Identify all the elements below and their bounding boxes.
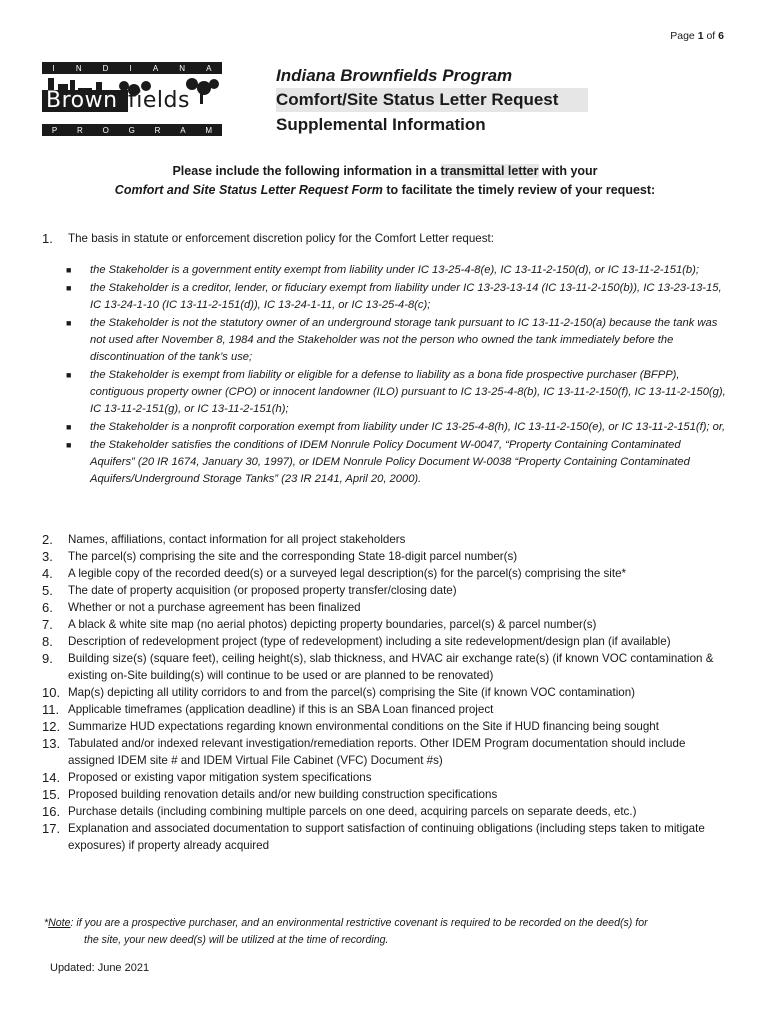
list-item: 9. Building size(s) (square feet), ceiling height(s), slab thickness, and HVAC air exchange rate(s) (if known VOC contamination & existing on-Site building(s) will continue to be used or are planned to be renovated) (42, 651, 714, 682)
intro-paragraph: Please include the following information in a transmittal letter with your Comfort and Site Status Letter Request Form to facilitate the timely review of your request: (114, 164, 656, 197)
list-item: ■ the Stakeholder is a creditor, lender, or fiduciary exempt from liability under IC 13-23-13-14 (IC 13-11-2-150(b)), IC 13-23-13-15, IC 13-24-1-10 (IC 13-11-2-151(d)), IC 13-24-1-11, or IC 13-25-4-8(c); (66, 282, 722, 311)
list-item: 16. Purchase details (including combining multiple parcels on one deed, acquiring parcels on separate deeds, etc.) (42, 804, 637, 819)
list-item: 5. The date of property acquisition (or proposed property transfer/closing date) (42, 583, 457, 598)
transmittal-letter-highlight: transmittal letter (440, 164, 539, 178)
logo-top-band: I N D I A N A (42, 62, 222, 74)
list-item: 2. Names, affiliations, contact information for all project stakeholders (42, 532, 406, 547)
logo-bottom-band: P R O G R A M (42, 124, 222, 136)
logo-word-fields: fields (128, 88, 190, 113)
form-title: Comfort/Site Status Letter Request (276, 88, 588, 112)
list-item: 7. A black & white site map (no aerial photos) depicting property boundaries, parcel(s) & parcel number(s) (42, 617, 597, 632)
page-number: Page 1 of 6 (670, 30, 724, 42)
form-subtitle: Supplemental Information (276, 115, 486, 134)
requirement-item-1: 1. The basis in statute or enforcement discretion policy for the Comfort Letter request: (42, 231, 494, 246)
list-item: 10. Map(s) depicting all utility corridors to and from the parcel(s) comprising the Site (if known VOC contamination) (42, 685, 636, 700)
footnote: *Note: if you are a prospective purchaser, and an environmental restrictive covenant is required to be recorded on the deed(s) for the site, your new deed(s) will be utilized at the time of recording. (44, 917, 648, 946)
list-item: ■ the Stakeholder is not the statutory owner of an underground storage tank pursuant to IC 13-11-2-150(a) because the tank was not used after November 8, 1984 and the Stakeholder was not the person who owned the tank immediately before the discontinuation of the tank’s use; (66, 317, 718, 363)
basis-bullet-list (66, 262, 726, 489)
list-item: ■ the Stakeholder is exempt from liability or eligible for a defense to liability as a bona fide prospective purchaser (BFPP), contiguous property owner (CPO) or innocent landowner (ILO) pursuant to IC 13-25-4-8(b), IC 13-11-2-150(f), IC 13-11-2-150(g), IC 13-11-2-151(g), or IC 13-11-2-151(h); (66, 369, 726, 415)
updated-date: Updated: June 2021 (50, 962, 150, 974)
document-header (276, 64, 596, 138)
logo-word-brown: Brown (42, 90, 128, 112)
list-item: 6. Whether or not a purchase agreement has been finalized (42, 600, 361, 615)
list-item: ■ the Stakeholder satisfies the conditions of IDEM Nonrule Policy Document W-0047, “Property Containing Contaminated Aquifers” (20 IR 1674, January 30, 1997), or IDEM Nonrule Policy Document W-0038 “Property Containing Contaminated Aquifers/Underground Storage Tanks” (23 IR 2141, April 20, 2000). (66, 439, 690, 485)
list-item: 15. Proposed building renovation details and/or new building construction specifications (42, 787, 498, 802)
list-item: ■ the Stakeholder is a nonprofit corporation exempt from liability under IC 13-25-4-8(h), IC 13-11-2-150(e), or IC 13-11-2-151(f); or, (66, 421, 726, 433)
program-title: Indiana Brownfields Program (276, 66, 513, 85)
list-item: 12. Summarize HUD expectations regarding known environmental conditions on the Site if HUD financing being sought (42, 719, 659, 734)
list-item: 13. Tabulated and/or indexed relevant investigation/remediation reports. Other IDEM Program documentation should include assigned IDEM site # and IDEM Virtual File Cabinet (VFC) Document #s) (42, 736, 686, 767)
list-item: 3. The parcel(s) comprising the site and the corresponding State 18-digit parcel number(s) (42, 549, 518, 564)
list-item: ■ the Stakeholder is a government entity exempt from liability under IC 13-25-4-8(e), IC 13-11-2-150(d), or IC 13-11-2-151(b); (66, 264, 699, 276)
list-item: 4. A legible copy of the recorded deed(s) or a surveyed legal description(s) for the parcel(s) comprising the site* (42, 566, 627, 581)
list-item: 11. Applicable timeframes (application deadline) if this is an SBA Loan financed project (42, 702, 494, 717)
list-item: 8. Description of redevelopment project (type of redevelopment) including a site redevelopment/design plan (if available) (42, 634, 671, 649)
list-item: 14. Proposed or existing vapor mitigation system specifications (42, 770, 372, 785)
brownfields-logo (42, 62, 222, 136)
list-item: 17. Explanation and associated documentation to support satisfaction of continuing obligations (including steps taken to mitigate exposures) if property already acquired (42, 821, 705, 852)
requirements-list (42, 531, 730, 854)
